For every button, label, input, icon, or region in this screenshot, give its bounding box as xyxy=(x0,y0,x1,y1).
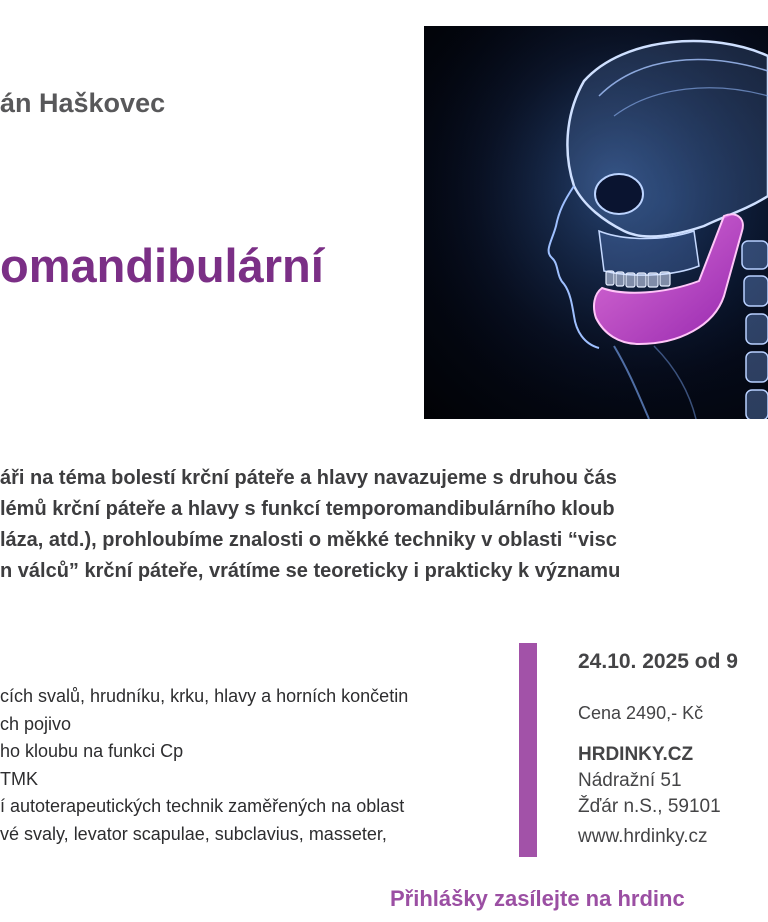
organizer-name: HRDINKY.CZ xyxy=(578,744,694,765)
topics-list xyxy=(0,683,408,849)
signup-text: Přihlášky zasílejte na hrdinc xyxy=(390,886,685,911)
intro-paragraph xyxy=(0,463,620,587)
divider-bar xyxy=(519,643,537,857)
topic-item: vé svaly, levator scapulae, subclavius, masseter, xyxy=(0,823,387,844)
organizer-website-link[interactable]: www.hrdinky.cz xyxy=(578,826,708,847)
topic-item: ho kloubu na funkci Cp xyxy=(0,741,184,762)
intro-line: áři na téma bolestí krční páteře a hlavy navazujeme s druhou čás xyxy=(0,467,617,489)
intro-line: láza, atd.), prohloubíme znalosti o měkké techniky v oblasti “visc xyxy=(0,529,617,551)
lecturer-name: án Haškovec xyxy=(0,88,166,118)
organizer-city: Žďár n.S., 59101 xyxy=(578,796,721,817)
event-date: 24.10. 2025 od 9 xyxy=(578,650,738,673)
topic-item: cích svalů, hrudníku, krku, hlavy a horních končetin xyxy=(0,686,409,706)
organizer-street: Nádražní 51 xyxy=(578,770,682,791)
seminar-title: omandibulární xyxy=(0,239,324,292)
intro-line: n válců” krční páteře, vrátíme se teoreticky i prakticky k významu xyxy=(0,560,621,582)
xray-skull-image xyxy=(424,26,768,419)
intro-line: lémů krční páteře a hlavy s funkcí temporomandibulárního kloub xyxy=(0,498,615,520)
topic-item: í autoterapeutických technik zaměřených na oblast xyxy=(0,796,405,817)
event-price: Cena 2490,- Kč xyxy=(578,703,704,723)
topic-item: ch pojivo xyxy=(0,713,72,734)
topic-item: TMK xyxy=(0,768,38,789)
